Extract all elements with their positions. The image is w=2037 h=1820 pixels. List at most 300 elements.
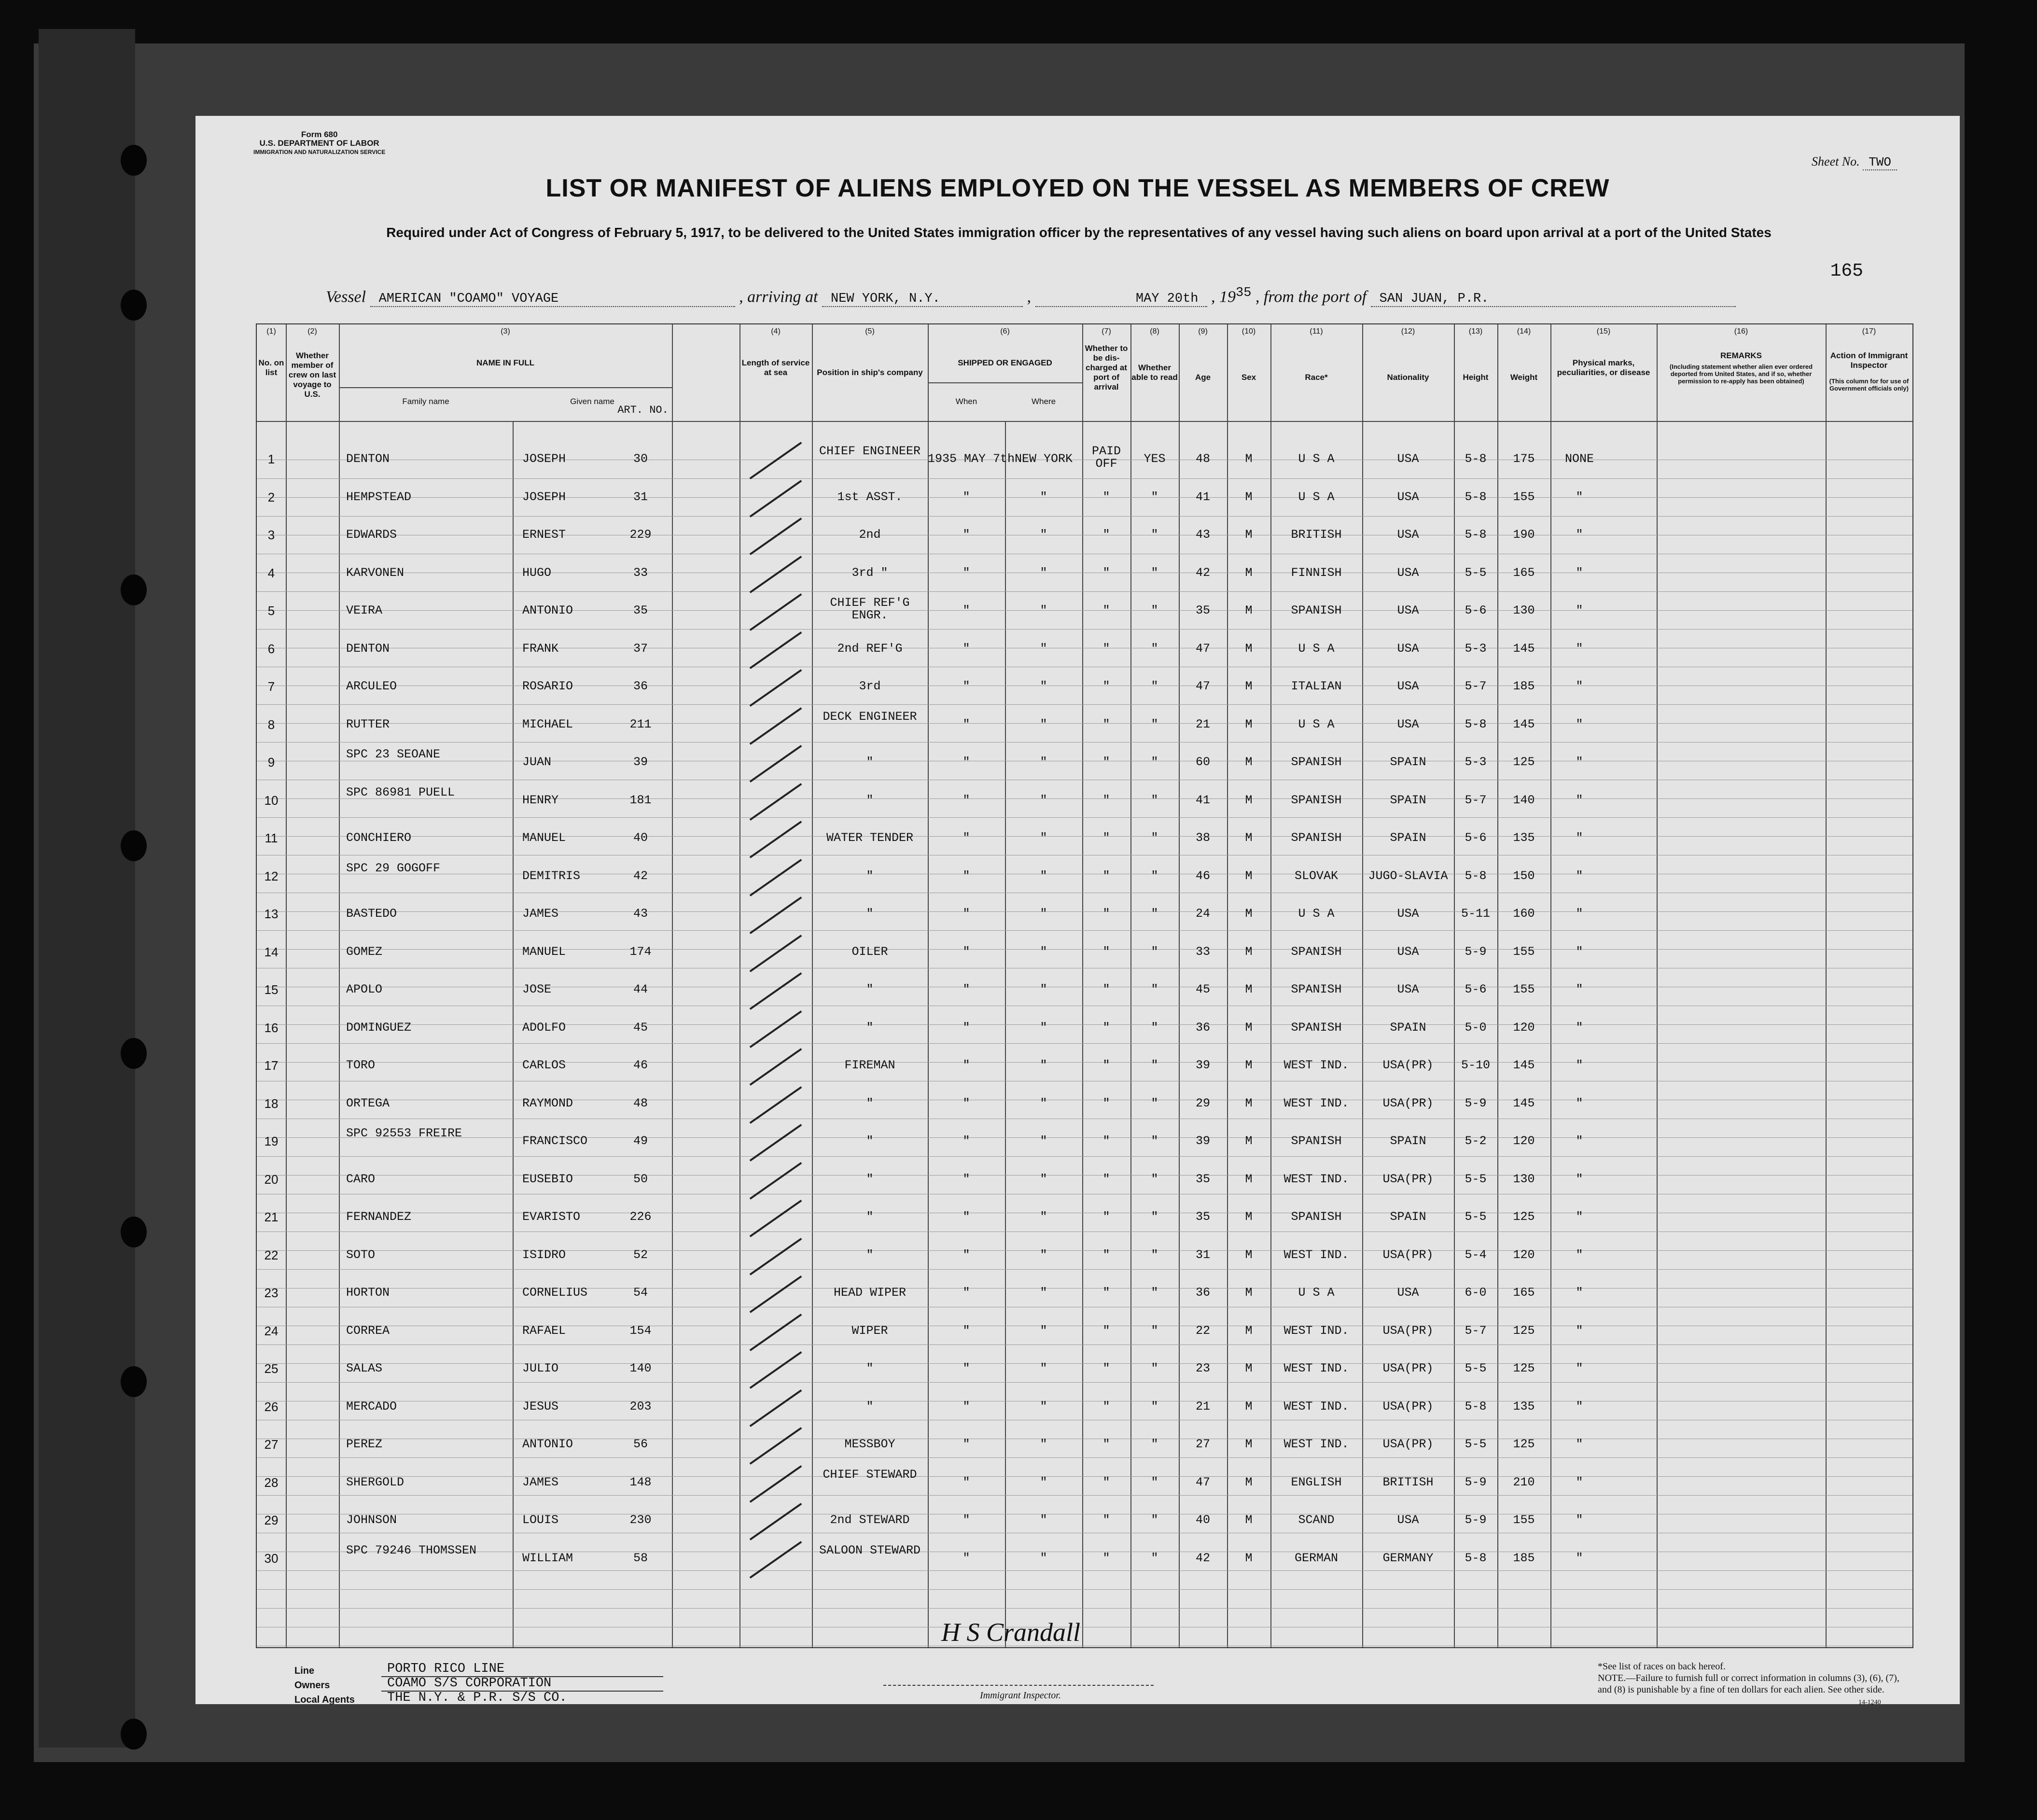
cell-shipped-when: "	[963, 528, 970, 542]
cell-shipped-when: "	[963, 1513, 970, 1527]
cell-given-name: JAMES	[522, 1475, 559, 1489]
cell-shipped-when: "	[963, 641, 970, 656]
cell-race: U S A	[1298, 641, 1335, 656]
cell-shipped-when: "	[963, 982, 970, 996]
cell-row-number: 22	[264, 1247, 279, 1262]
cell-row-number: 11	[265, 831, 278, 845]
cell-weight: 120	[1513, 1134, 1535, 1148]
cell-shipped-where: NEW YORK	[1014, 452, 1073, 466]
cell-height: 5-3	[1465, 755, 1487, 769]
cell-given-name: ISIDRO	[522, 1247, 566, 1262]
cell-age: 41	[1195, 793, 1210, 807]
cell-height: 5-6	[1465, 603, 1487, 617]
cell-row-number: 10	[264, 793, 279, 808]
cell-position: "	[866, 755, 874, 769]
checkmark-icon	[750, 1010, 802, 1048]
cell-age: 22	[1195, 1323, 1210, 1338]
cell-discharged: "	[1102, 679, 1110, 693]
cell-shipped-where: "	[1040, 603, 1047, 617]
cell-discharged: "	[1102, 944, 1110, 959]
cell-weight: 150	[1513, 868, 1535, 883]
cell-weight: 125	[1513, 1210, 1535, 1224]
cell-sex: M	[1245, 868, 1253, 883]
cell-physical-marks: "	[1576, 679, 1583, 693]
checkmark-icon	[750, 1048, 802, 1086]
page-subtitle: Required under Act of Congress of February 5, 1917, to be delivered to the United States immigration officer by the representatives of any vessel having such aliens on board upon arrival at a port of the United States	[386, 225, 1772, 240]
cell-sex: M	[1245, 1020, 1253, 1035]
cell-race: SPANISH	[1291, 944, 1342, 959]
cell-art-number: 54	[633, 1286, 648, 1300]
cell-shipped-when: "	[963, 1323, 970, 1338]
department-name: U.S. DEPARTMENT OF LABOR	[259, 139, 379, 148]
checkmark-icon	[750, 1465, 802, 1503]
cell-given-name: FRANCISCO	[522, 1134, 588, 1148]
page-title: LIST OR MANIFEST OF ALIENS EMPLOYED ON THE VESSEL AS MEMBERS OF CREW	[545, 174, 1610, 202]
cell-weight: 165	[1513, 565, 1535, 580]
crew-row	[257, 971, 1912, 1008]
cell-physical-marks: "	[1576, 793, 1583, 807]
cell-able-to-read: "	[1151, 755, 1158, 769]
cell-shipped-where: "	[1040, 755, 1047, 769]
cell-shipped-when: "	[963, 1551, 970, 1565]
cell-race: WEST IND.	[1284, 1437, 1349, 1451]
checkmark-icon	[750, 972, 802, 1010]
inspector-signature: H S Crandall	[941, 1618, 1081, 1647]
cell-position: WIPER	[851, 1323, 888, 1338]
crew-row	[257, 706, 1912, 743]
cell-shipped-when: "	[963, 1361, 970, 1375]
cell-discharged: "	[1102, 1210, 1110, 1224]
cell-age: 38	[1195, 831, 1210, 845]
cell-shipped-where: "	[1040, 1475, 1047, 1489]
cell-discharged: "	[1102, 1475, 1110, 1489]
cell-shipped-when: "	[963, 944, 970, 959]
cell-physical-marks: "	[1576, 490, 1583, 504]
cell-shipped-when: "	[963, 717, 970, 731]
checkmark-icon	[750, 1275, 802, 1313]
cell-sex: M	[1245, 1399, 1253, 1414]
checkmark-icon	[750, 1124, 802, 1162]
cell-art-number: 58	[633, 1551, 648, 1565]
cell-able-to-read: "	[1151, 1399, 1158, 1414]
cell-position: FIREMAN	[844, 1058, 895, 1072]
cell-physical-marks: "	[1576, 1286, 1583, 1300]
col-header-given: Given name	[570, 397, 614, 406]
cell-discharged: "	[1102, 1513, 1110, 1527]
cell-row-number: 26	[264, 1399, 279, 1414]
cell-height: 5-8	[1465, 1551, 1487, 1565]
cell-able-to-read: "	[1151, 944, 1158, 959]
cell-sex: M	[1245, 1172, 1253, 1186]
cell-row-number: 5	[267, 603, 275, 618]
col-header-read: Whether able to read	[1131, 363, 1178, 382]
cell-nationality: SPAIN	[1390, 755, 1426, 769]
cell-height: 5-5	[1465, 1172, 1487, 1186]
cell-shipped-when: "	[963, 1134, 970, 1148]
cell-nationality: SPAIN	[1390, 1020, 1426, 1035]
cell-position: 3rd	[859, 679, 881, 693]
cell-physical-marks: "	[1576, 1172, 1583, 1186]
date-value: MAY 20th	[1035, 292, 1207, 307]
cell-race: WEST IND.	[1284, 1058, 1349, 1072]
cell-nationality: USA	[1397, 717, 1419, 731]
cell-given-name: JESUS	[522, 1399, 559, 1414]
cell-weight: 190	[1513, 528, 1535, 542]
cell-given-name: ROSARIO	[522, 679, 573, 693]
cell-age: 21	[1195, 1399, 1210, 1414]
cell-race: SPANISH	[1291, 755, 1342, 769]
cell-sex: M	[1245, 1247, 1253, 1262]
cell-shipped-when: "	[963, 603, 970, 617]
column-number: (11)	[1310, 327, 1323, 336]
cell-physical-marks: "	[1576, 1399, 1583, 1414]
col-header-height: Height	[1463, 373, 1489, 382]
column-number: (8)	[1150, 327, 1159, 336]
cell-position: "	[866, 868, 874, 883]
cell-able-to-read: "	[1151, 1475, 1158, 1489]
cell-shipped-when: "	[963, 1286, 970, 1300]
checkmark-icon	[750, 783, 802, 821]
cell-nationality: USA(PR)	[1382, 1437, 1434, 1451]
cell-given-name: LOUIS	[522, 1513, 559, 1527]
year-suffix: 35	[1236, 286, 1252, 300]
cell-art-number: 45	[633, 1020, 648, 1035]
cell-race: SCAND	[1298, 1513, 1335, 1527]
crew-row	[257, 1198, 1912, 1236]
col-header-discharged: Whether to be dis-charged at port of arrival	[1085, 344, 1128, 392]
cell-shipped-where: "	[1040, 1096, 1047, 1110]
port-value: SAN JUAN, P.R.	[1371, 292, 1736, 307]
cell-physical-marks: "	[1576, 1361, 1583, 1375]
cell-family-name: SPC 92553 FREIRE	[346, 1126, 462, 1140]
cell-physical-marks: "	[1576, 1437, 1583, 1451]
cell-art-number: 31	[633, 490, 648, 504]
cell-art-number: 44	[633, 982, 648, 996]
col-header-member: Whether member of crew on last voyage to U.S.	[288, 351, 336, 399]
cell-age: 36	[1195, 1020, 1210, 1035]
cell-physical-marks: "	[1576, 641, 1583, 656]
cell-shipped-when: "	[963, 1437, 970, 1451]
cell-height: 5-0	[1465, 1020, 1487, 1035]
cell-given-name: WILLIAM	[522, 1551, 573, 1565]
cell-shipped-where: "	[1040, 831, 1047, 845]
cell-shipped-when: 1935 MAY 7th	[928, 452, 1015, 466]
cell-race: WEST IND.	[1284, 1361, 1349, 1375]
cell-height: 6-0	[1465, 1286, 1487, 1300]
cell-nationality: USA(PR)	[1382, 1172, 1434, 1186]
col-header-age: Age	[1195, 373, 1211, 382]
cell-family-name: CARO	[346, 1172, 376, 1186]
column-number: (9)	[1198, 327, 1208, 336]
cell-height: 5-9	[1465, 1475, 1487, 1489]
cell-age: 60	[1195, 755, 1210, 769]
cell-nationality: SPAIN	[1390, 1134, 1426, 1148]
cell-nationality: SPAIN	[1390, 793, 1426, 807]
cell-position: "	[866, 1399, 874, 1414]
cell-discharged: "	[1102, 1286, 1110, 1300]
cell-race: WEST IND.	[1284, 1323, 1349, 1338]
column-number: (15)	[1596, 327, 1611, 336]
cell-height: 5-9	[1465, 1513, 1487, 1527]
cell-shipped-when: "	[963, 565, 970, 580]
cell-position: "	[866, 1134, 874, 1148]
form-header	[253, 130, 385, 156]
crew-row	[257, 819, 1912, 857]
cell-physical-marks: "	[1576, 1475, 1583, 1489]
crew-row	[257, 1388, 1912, 1426]
cell-art-number: 211	[629, 717, 652, 731]
cell-family-name: BASTEDO	[346, 907, 397, 921]
cell-weight: 155	[1513, 982, 1535, 996]
cell-physical-marks: "	[1576, 1210, 1583, 1224]
cell-height: 5-9	[1465, 1096, 1487, 1110]
cell-discharged: "	[1102, 1437, 1110, 1451]
cell-position: "	[866, 1210, 874, 1224]
cell-age: 35	[1195, 603, 1210, 617]
penalty-note: NOTE.—Failure to furnish full or correct information in columns (3), (6), (7), and (8) is punishable by a fine of ten dollars for each alien. See other side.	[1598, 1673, 1899, 1695]
checkmark-icon	[750, 821, 802, 858]
cell-discharged: "	[1102, 1323, 1110, 1338]
cell-sex: M	[1245, 944, 1253, 959]
crew-row	[257, 743, 1912, 781]
cell-weight: 130	[1513, 603, 1535, 617]
cell-physical-marks: "	[1576, 528, 1583, 542]
crew-row	[257, 630, 1912, 668]
cell-able-to-read: YES	[1144, 452, 1166, 466]
cell-able-to-read: "	[1151, 1210, 1158, 1224]
cell-physical-marks: "	[1576, 1134, 1583, 1148]
cell-art-number: 46	[633, 1058, 648, 1072]
col-header-name: NAME IN FULL	[476, 358, 534, 367]
cell-race: U S A	[1298, 907, 1335, 921]
cell-family-name: DENTON	[346, 452, 390, 466]
cell-family-name: HEMPSTEAD	[346, 490, 412, 504]
cell-family-name: ARCULEO	[346, 679, 397, 693]
crew-row	[257, 782, 1912, 819]
cell-position: "	[866, 907, 874, 921]
cell-able-to-read: "	[1151, 1247, 1158, 1262]
cell-able-to-read: "	[1151, 490, 1158, 504]
cell-weight: 160	[1513, 907, 1535, 921]
col-header-family: Family name	[402, 397, 449, 406]
cell-sex: M	[1245, 452, 1253, 466]
cell-shipped-when: "	[963, 907, 970, 921]
line-value: PORTO RICO LINE	[381, 1662, 663, 1677]
cell-sex: M	[1245, 1058, 1253, 1072]
line-label: Line	[294, 1666, 315, 1676]
cell-position: CHIEF ENGINEER	[819, 444, 921, 458]
cell-race: ENGLISH	[1291, 1475, 1342, 1489]
binder-strip	[39, 29, 135, 1748]
column-number: (12)	[1401, 327, 1415, 336]
column-number: (13)	[1468, 327, 1483, 336]
arriving-value: NEW YORK, N.Y.	[822, 292, 1023, 307]
cell-able-to-read: "	[1151, 603, 1158, 617]
cell-row-number: 29	[264, 1513, 279, 1527]
cell-family-name: FERNANDEZ	[346, 1210, 412, 1224]
cell-age: 21	[1195, 717, 1210, 731]
checkmark-icon	[750, 669, 802, 707]
cell-able-to-read: "	[1151, 1437, 1158, 1451]
cell-physical-marks: "	[1576, 1096, 1583, 1110]
cell-able-to-read: "	[1151, 1551, 1158, 1565]
crew-row	[257, 1464, 1912, 1501]
cell-physical-marks: "	[1576, 1323, 1583, 1338]
cell-able-to-read: "	[1151, 1513, 1158, 1527]
cell-discharged: "	[1102, 793, 1110, 807]
binder-hole	[121, 145, 147, 176]
cell-art-number: 174	[629, 944, 652, 959]
cell-position: "	[866, 1247, 874, 1262]
cell-physical-marks: "	[1576, 1513, 1583, 1527]
cell-race: SPANISH	[1291, 1210, 1342, 1224]
cell-weight: 155	[1513, 1513, 1535, 1527]
checkmark-icon	[750, 707, 802, 745]
cell-height: 5-3	[1465, 641, 1487, 656]
cell-race: SPANISH	[1291, 793, 1342, 807]
cell-able-to-read: "	[1151, 565, 1158, 580]
cell-nationality: USA	[1397, 944, 1419, 959]
cell-shipped-where: "	[1040, 1286, 1047, 1300]
cell-weight: 145	[1513, 641, 1535, 656]
cell-height: 5-9	[1465, 944, 1487, 959]
crew-row	[257, 592, 1912, 630]
checkmark-icon	[750, 1238, 802, 1275]
cell-race: WEST IND.	[1284, 1399, 1349, 1414]
footer	[256, 1618, 1911, 1704]
cell-height: 5-5	[1465, 1361, 1487, 1375]
cell-position: OILER	[851, 944, 888, 959]
cell-nationality: USA	[1397, 490, 1419, 504]
cell-given-name: HUGO	[522, 565, 552, 580]
cell-race: SPANISH	[1291, 982, 1342, 996]
cell-able-to-read: "	[1151, 793, 1158, 807]
cell-row-number: 13	[264, 907, 279, 921]
cell-art-number: 181	[629, 793, 652, 807]
cell-discharged: "	[1102, 868, 1110, 883]
stamp-number: 165	[1830, 261, 1863, 281]
crew-row	[257, 1161, 1912, 1198]
cell-family-name: DENTON	[346, 641, 390, 656]
crew-row	[257, 1085, 1912, 1122]
cell-position: SALOON STEWARD	[819, 1543, 921, 1557]
cell-physical-marks: "	[1576, 1551, 1583, 1565]
cell-sex: M	[1245, 755, 1253, 769]
crew-row	[257, 478, 1912, 516]
cell-height: 5-4	[1465, 1247, 1487, 1262]
cell-height: 5-5	[1465, 1210, 1487, 1224]
cell-art-number: 33	[633, 565, 648, 580]
cell-family-name: PEREZ	[346, 1437, 383, 1451]
cell-able-to-read: "	[1151, 982, 1158, 996]
cell-able-to-read: "	[1151, 641, 1158, 656]
cell-position: "	[866, 982, 874, 996]
race-note: *See list of races on back hereof.	[1598, 1661, 1726, 1672]
cell-shipped-where: "	[1040, 1172, 1047, 1186]
cell-sex: M	[1245, 1513, 1253, 1527]
cell-height: 5-8	[1465, 452, 1487, 466]
cell-weight: 145	[1513, 717, 1535, 731]
col-header-sex: Sex	[1241, 373, 1256, 382]
cell-age: 39	[1195, 1058, 1210, 1072]
checkmark-icon	[750, 896, 802, 934]
cell-height: 5-7	[1465, 1323, 1487, 1338]
cell-nationality: USA(PR)	[1382, 1058, 1434, 1072]
inspector-label: Immigrant Inspector.	[980, 1690, 1061, 1701]
cell-position: 2nd REF'G	[837, 641, 903, 656]
cell-sex: M	[1245, 831, 1253, 845]
cell-able-to-read: "	[1151, 717, 1158, 731]
column-number: (17)	[1862, 327, 1876, 336]
cell-age: 48	[1195, 452, 1210, 466]
crew-row	[257, 1047, 1912, 1084]
form-code: 14-1240	[1858, 1699, 1881, 1704]
cell-nationality: USA	[1397, 1513, 1419, 1527]
col-header-art: ART. NO.	[617, 404, 669, 416]
cell-nationality: USA	[1397, 565, 1419, 580]
cell-discharged: "	[1102, 1020, 1110, 1035]
crew-row	[257, 668, 1912, 705]
cell-row-number: 27	[264, 1437, 279, 1452]
cell-family-name: GOMEZ	[346, 944, 383, 959]
cell-nationality: USA	[1397, 907, 1419, 921]
cell-nationality: JUGO-SLAVIA	[1368, 868, 1448, 883]
cell-sex: M	[1245, 679, 1253, 693]
cell-shipped-where: "	[1040, 717, 1047, 731]
cell-given-name: JOSEPH	[522, 452, 566, 466]
binder-hole	[121, 574, 147, 605]
cell-physical-marks: "	[1576, 982, 1583, 996]
form-number: Form 680	[301, 130, 338, 139]
cell-weight: 210	[1513, 1475, 1535, 1489]
cell-shipped-where: "	[1040, 1513, 1047, 1527]
crew-row	[257, 1501, 1912, 1539]
column-number: (6)	[1000, 327, 1010, 336]
cell-nationality: USA	[1397, 641, 1419, 656]
cell-sex: M	[1245, 641, 1253, 656]
cell-row-number: 21	[264, 1210, 279, 1224]
cell-height: 5-5	[1465, 1437, 1487, 1451]
cell-art-number: 140	[629, 1361, 652, 1375]
cell-given-name: JULIO	[522, 1361, 559, 1375]
cell-shipped-where: "	[1040, 565, 1047, 580]
cell-able-to-read: "	[1151, 907, 1158, 921]
cell-race: GERMAN	[1294, 1551, 1338, 1565]
cell-art-number: 230	[629, 1513, 652, 1527]
col-header-when: When	[955, 397, 977, 406]
col-header-remarks-sub: (Including statement whether alien ever ordered deported from United States, and if so, whether permission to re-apply has been obtained)	[1669, 363, 1813, 385]
cell-height: 5-6	[1465, 831, 1487, 845]
cell-race: U S A	[1298, 452, 1335, 466]
cell-able-to-read: "	[1151, 831, 1158, 845]
cell-given-name: DEMITRIS	[522, 868, 581, 883]
crew-row	[257, 1274, 1912, 1312]
cell-able-to-read: "	[1151, 1058, 1158, 1072]
cell-physical-marks: "	[1576, 1058, 1583, 1072]
cell-family-name: DOMINGUEZ	[346, 1020, 412, 1035]
crew-row	[257, 857, 1912, 895]
arriving-label: , arriving at	[739, 288, 818, 306]
cell-weight: 185	[1513, 1551, 1535, 1565]
cell-discharged: "	[1102, 528, 1110, 542]
cell-row-number: 15	[264, 982, 279, 997]
cell-family-name: JOHNSON	[346, 1513, 397, 1527]
cell-given-name: MICHAEL	[522, 717, 573, 731]
cell-height: 5-10	[1461, 1058, 1490, 1072]
cell-nationality: BRITISH	[1382, 1475, 1434, 1489]
cell-discharged: "	[1102, 907, 1110, 921]
cell-art-number: 36	[633, 679, 648, 693]
